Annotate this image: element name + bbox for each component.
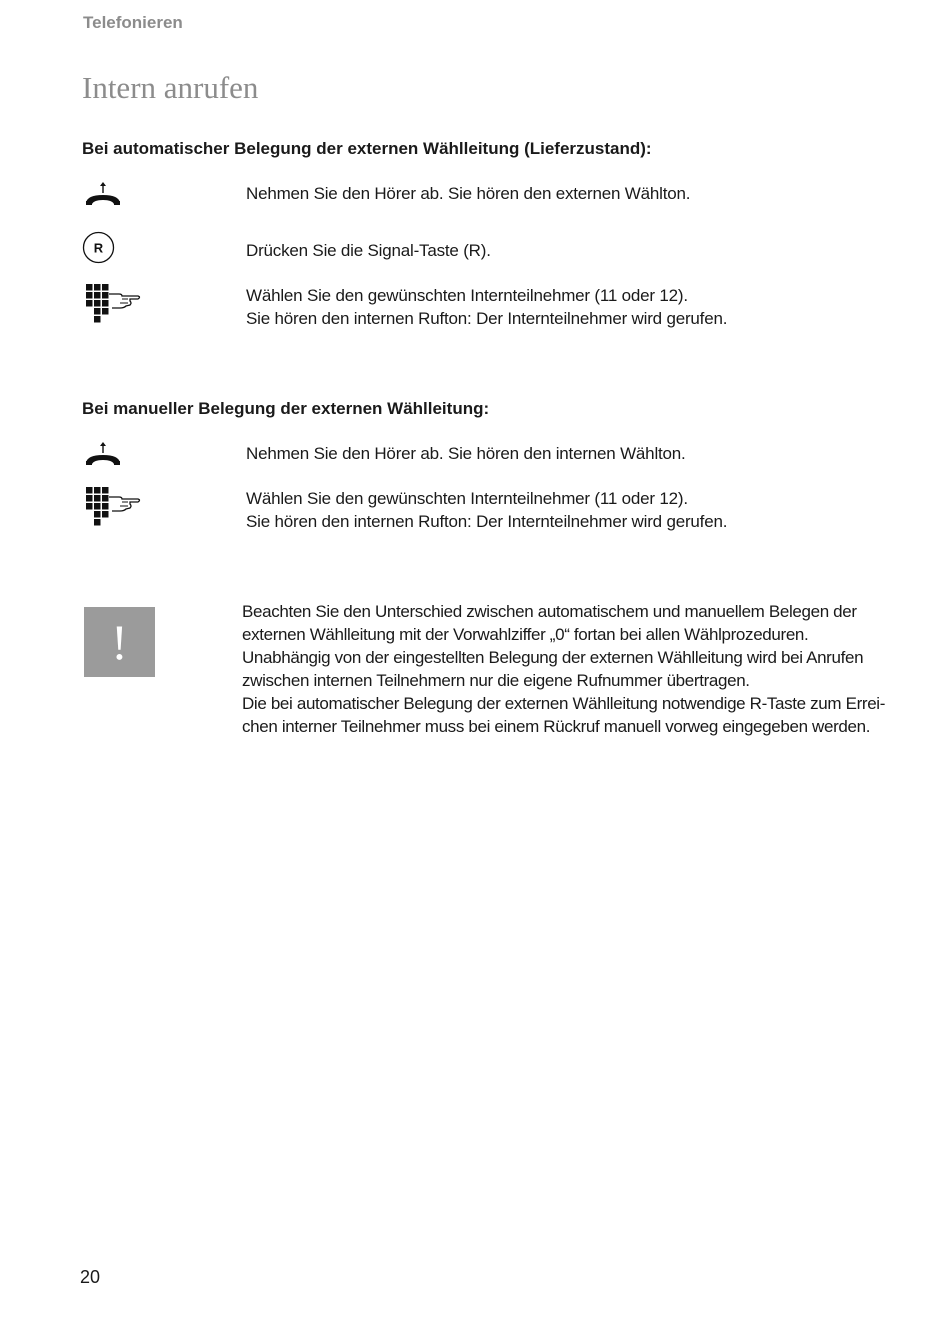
step-text-line: Drücken Sie die Signal-Taste (R). [246,241,491,260]
r-key-icon [82,231,116,270]
step-text-line: Wählen Sie den gewünschten Internteilnehmer (11 oder 12). [246,489,688,508]
step-text-line: Nehmen Sie den Hörer ab. Sie hören den externen Wählton. [246,184,691,203]
note-line: externen Wählleitung mit der Vorwahlziffer „0“ fortan bei allen Wählprozeduren. [242,625,809,644]
step-text-line: Wählen Sie den gewünschten Internteilnehmer (11 oder 12). [246,286,688,305]
page-number: 20 [80,1267,101,1287]
note-line: chen interner Teilnehmer muss bei einem Rückruf manuell vorweg eingegeben werden. [242,717,871,736]
exclamation-icon [84,607,155,677]
handset-lift-icon [82,442,122,473]
page-title: Intern anrufen [82,70,259,105]
handset-lift-icon [82,182,122,213]
step-text-line: Sie hören den internen Rufton: Der Internteilnehmer wird gerufen. [246,512,728,531]
note-text [242,600,885,738]
note-line: Unabhängig von der eingestellten Belegung der externen Wählleitung wird bei Anrufen [242,648,864,667]
step-text-line: Nehmen Sie den Hörer ab. Sie hören den internen Wählton. [246,444,686,463]
keypad-dial-icon [86,487,144,532]
running-head: Telefonieren [83,13,183,32]
section-heading-automatic: Bei automatischer Belegung der externen Wählleitung (Lieferzustand): [82,139,652,158]
section-heading-manual: Bei manueller Belegung der externen Wählleitung: [82,399,490,418]
note-line: Beachten Sie den Unterschied zwischen automatischem und manuellem Belegen der [242,602,857,621]
step-text-line: Sie hören den internen Rufton: Der Internteilnehmer wird gerufen. [246,309,728,328]
keypad-dial-icon [86,284,144,329]
r-key-label: R [93,240,104,256]
exclamation-mark: ! [111,614,128,670]
note-line: zwischen internen Teilnehmern nur die eigene Rufnummer übertragen. [242,671,750,690]
note-line: Die bei automatischer Belegung der externen Wählleitung notwendige R-Taste zum Errei- [242,694,886,713]
